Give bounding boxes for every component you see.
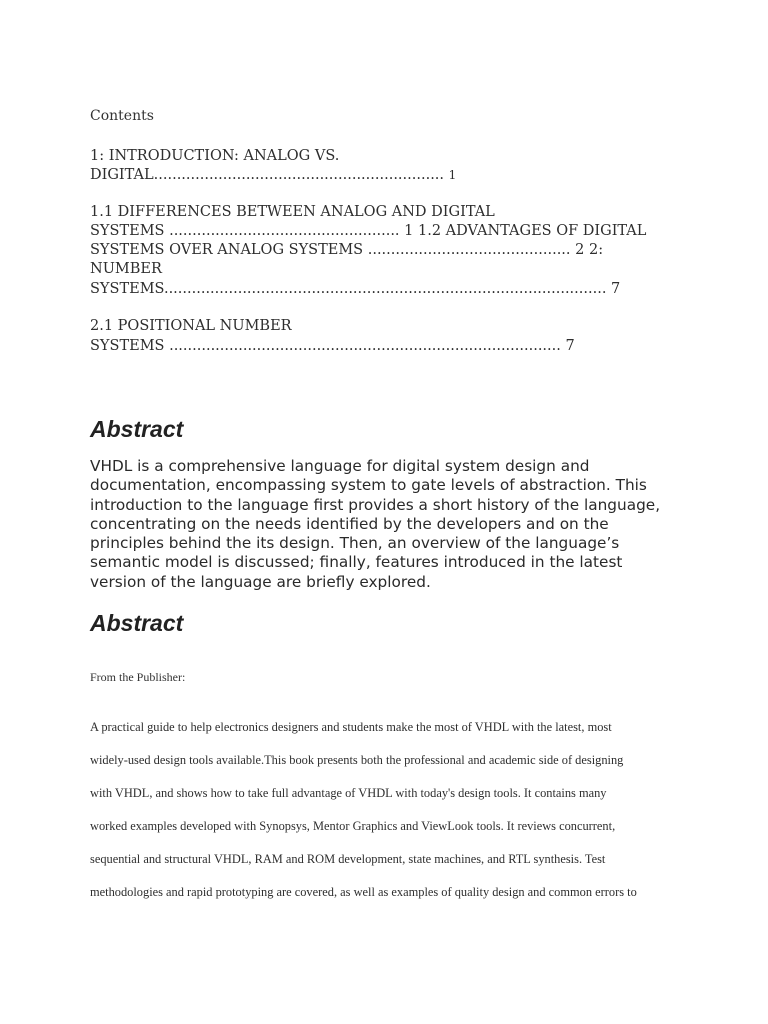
publisher-text-line: A practical guide to help electronics designers and students make the most of VHDL with the latest, most	[90, 720, 612, 734]
toc-line	[90, 147, 339, 166]
toc-entry-text: 1: INTRODUCTION: ANALOG VS.	[90, 148, 340, 164]
toc-line	[90, 337, 575, 356]
publisher-text-line: worked examples developed with Synopsys, Mentor Graphics and ViewLook tools. It reviews concurrent,	[90, 819, 616, 833]
toc-line	[90, 241, 603, 260]
publisher-text-line: with VHDL, and shows how to take full advantage of VHDL with today's design tools. It contains many	[90, 786, 607, 800]
publisher-text-line: sequential and structural VHDL, RAM and ROM development, state machines, and RTL synthesis. Test	[90, 852, 606, 866]
toc-page-number: 1	[448, 168, 457, 182]
toc-line	[90, 317, 292, 336]
publisher-text-line: methodologies and rapid prototyping are covered, as well as examples of quality design and common errors to	[90, 885, 637, 899]
abstract-heading: Abstract	[90, 610, 184, 636]
toc-entry-text: 2.1 POSITIONAL NUMBER	[90, 318, 292, 334]
abstract-body: VHDL is a comprehensive language for digital system design and documentation, encompassing system to gate levels of abstraction. This introduction to the language first provides a short history of the language, concentrating on the needs identified by the developers and on the principles behind the its design. Then, an overview of the language’s semantic model is discussed; finally, features introduced in the latest version of the language are briefly explored.	[90, 457, 661, 591]
toc-entry-text: SYSTEMS ..................................................................................... 7	[90, 338, 575, 354]
toc-line	[90, 260, 162, 279]
toc-line	[90, 222, 646, 241]
contents-title: Contents	[90, 108, 154, 124]
toc-entry-text: SYSTEMS................................................................................................ 7	[90, 281, 621, 297]
toc-line	[90, 166, 456, 185]
toc-entry-text: NUMBER	[90, 261, 162, 277]
publisher-label: From the Publisher:	[90, 670, 186, 684]
toc-entry-text: 1.1 DIFFERENCES BETWEEN ANALOG AND DIGITAL	[90, 204, 495, 220]
toc-entry-text: DIGITAL...............................................................	[90, 167, 449, 183]
publisher-text-line: widely-used design tools available.This book presents both the professional and academic side of designing	[90, 753, 624, 767]
toc-entry-text: SYSTEMS .................................................. 1 1.2 ADVANTAGES OF DIGITAL	[90, 223, 647, 239]
abstract-heading: Abstract	[90, 416, 184, 442]
toc-entry-text: SYSTEMS OVER ANALOG SYSTEMS ............................................ 2 2:	[90, 242, 604, 258]
toc-line	[90, 203, 495, 222]
toc-line	[90, 280, 620, 299]
